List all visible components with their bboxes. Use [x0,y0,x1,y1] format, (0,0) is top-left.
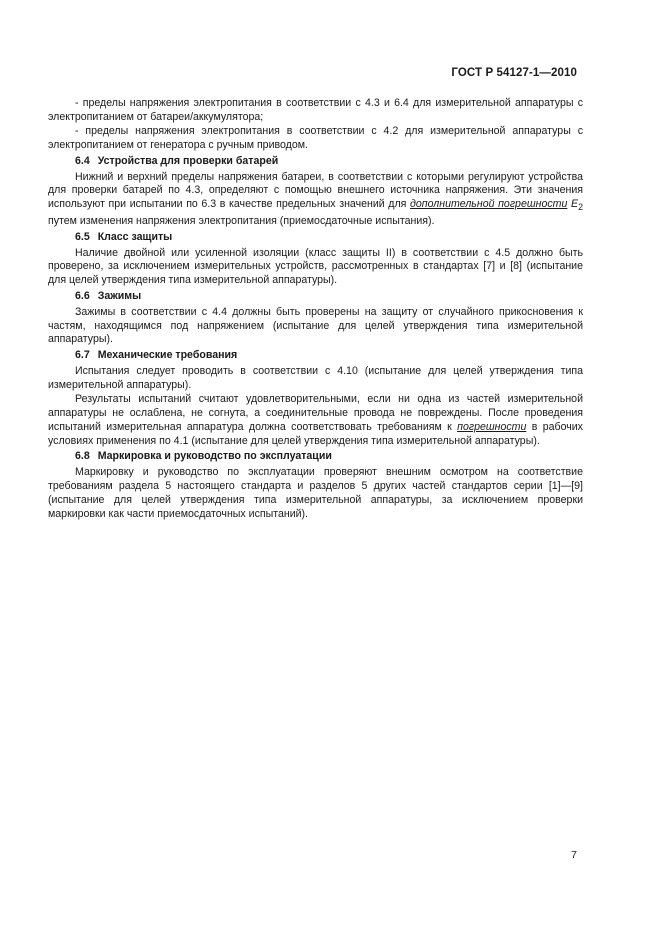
paragraph-battery-check [48,171,583,229]
section-title: Механические требования [97,349,238,362]
section-number: 6.4 [75,154,90,167]
text-run: Нижний и верхний пределы напряжения батареи, в соответствии с которыми регулируют устройства для проверки батарей по 4.3, определяют с помощью внешнего источника напряжения. Эти значения используют при испытании по 6.3 в качестве предельных значений для [48,170,583,211]
text-run: в рабочих условиях применения по 4.1 (испытание для целей утверждения типа измерительной аппаратуры). [48,420,583,447]
section-number: 6.7 [75,349,90,362]
paragraph-protection-class: Наличие двойной или усиленной изоляции (класс защиты II) в соответствии с 4.5 должно быть проверено, за исключением измерительных устройств, рассмотренных в стандартах [7] и [8] (испытание для целей утверждения типа измерительной аппаратуры). [48,246,583,287]
text-run: путем изменения напряжения электропитания (приемосдаточные испытания). [48,215,435,228]
section-heading-6-7 [48,349,583,363]
paragraph-supply-limits-generator: - пределы напряжения электропитания в соответствии с 4.2 для измерительной аппаратуры с электропитанием от генератора с ручным приводом. [48,125,583,151]
term-error: погрешности [457,420,527,433]
section-number: 6.5 [75,230,90,243]
section-title: Устройства для проверки батарей [97,154,279,167]
symbol-subscript: 2 [578,202,583,213]
paragraph-supply-limits-battery: - пределы напряжения электропитания в соответствии с 4.3 и 6.4 для измерительной аппаратуры с электропитанием от батареи/аккумулятора; [48,97,583,123]
section-number: 6.6 [75,290,90,303]
paragraph-marking-manual: Маркировку и руководство по эксплуатации проверяют внешним осмотром на соответствие требованиям раздела 5 настоящего стандарта и разделов 5 других частей стандартов серии [1]—[9] (испытание для целей утверждения типа измерительной аппаратуры, за исключением проверки маркировки как части приемосдаточных испытаний). [48,466,583,520]
symbol-e: E [571,198,579,211]
section-title: Зажимы [97,290,142,303]
document-id-header: ГОСТ Р 54127-1—2010 [451,67,577,79]
section-heading-6-6 [48,290,583,304]
section-title: Класс защиты [97,230,173,243]
document-body [48,97,583,522]
paragraph-terminals: Зажимы в соответствии с 4.4 должны быть проверены на защиту от случайного прикосновения к частям, находящимся под напряжением (испытание для целей утверждения типа измерительной аппаратуры). [48,305,583,346]
term-additional-error: дополнительной погрешности [410,198,568,211]
section-heading-6-5 [48,231,583,245]
page-number: 7 [571,849,577,861]
paragraph-mechanical-results [48,393,583,448]
paragraph-mechanical-tests: Испытания следует проводить в соответствии с 4.10 (испытание для целей утверждения типа измерительной аппаратуры). [48,365,583,391]
section-heading-6-4 [48,155,583,169]
section-title: Маркировка и руководство по эксплуатации [97,450,332,463]
section-number: 6.8 [75,450,90,463]
section-heading-6-8 [48,450,583,464]
text-run: Результаты испытаний считают удовлетворительными, если ни одна из частей измерительной аппаратуры не ослаблена, не согнута, а соединительные провода не повреждены. После проведения испытаний измерительная аппаратура должна соответствовать требованиям к [48,393,583,433]
